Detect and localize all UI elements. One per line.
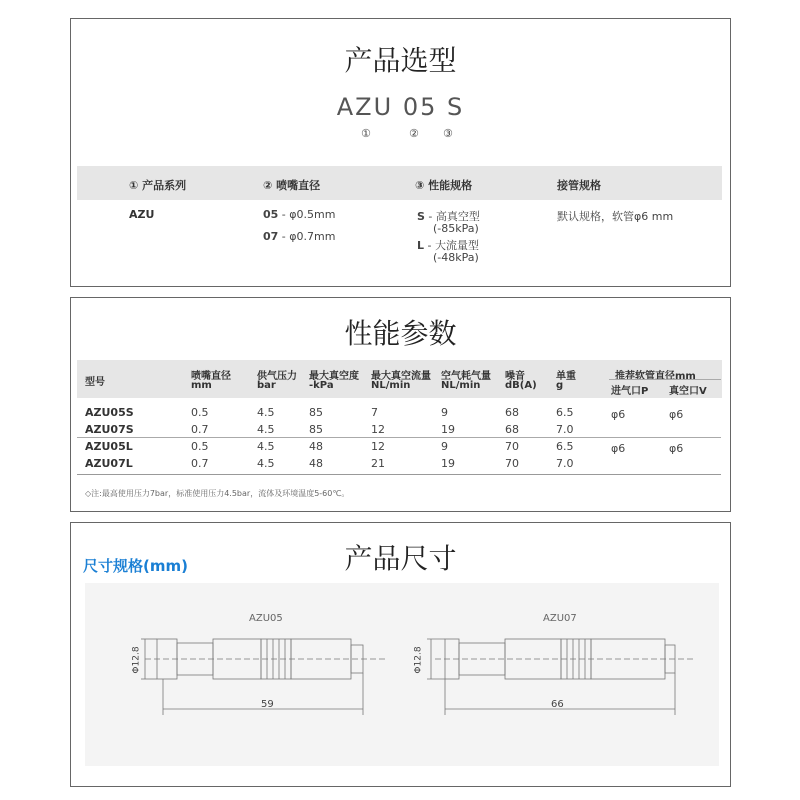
- desc: - 大流量型: [424, 239, 479, 252]
- column-unit: dB(A): [505, 380, 537, 391]
- selection-panel: [70, 18, 731, 287]
- table-cell: AZU07S: [85, 423, 134, 436]
- column-header: 推荐软管直径mm: [615, 371, 696, 382]
- table-cell: 70: [505, 457, 519, 470]
- table-cell: 70: [505, 440, 519, 453]
- table-cell: 4.5: [257, 457, 275, 470]
- column-unit: -kPa: [309, 380, 334, 391]
- fitting-drawing: [427, 639, 695, 715]
- dimensions-panel: [70, 522, 731, 787]
- length-label: 66: [551, 699, 564, 710]
- header: ① 产品系列: [129, 179, 187, 192]
- column-header: 最大真空度: [309, 371, 359, 382]
- section-title: 产品选型: [344, 44, 457, 77]
- desc: (-85kPa): [433, 222, 479, 235]
- table-cell: AZU07L: [85, 457, 133, 470]
- marker: ①: [361, 127, 371, 140]
- table-cell: 68: [505, 406, 519, 419]
- column-header: 喷嘴直径: [191, 371, 231, 382]
- code: S: [417, 210, 425, 223]
- table-cell: AZU05L: [85, 440, 133, 453]
- dia-label: Φ12.8: [131, 646, 142, 674]
- table-cell: 0.7: [191, 423, 209, 436]
- note: ◇注:最高使用压力7bar，标准使用压力4.5bar，流体及环境温度5-60℃。: [85, 489, 350, 498]
- column-header: 型号: [85, 377, 105, 388]
- table-cell: 0.5: [191, 440, 209, 453]
- tube-cell: φ6: [669, 408, 684, 421]
- column-header: 噪音: [505, 371, 525, 382]
- table-cell: 7.0: [556, 423, 574, 436]
- subtitle: 尺寸规格(mm): [83, 557, 188, 575]
- series-value: AZU: [129, 208, 155, 221]
- column-header: 空气耗气量: [441, 371, 491, 382]
- column-header: 单重: [556, 371, 576, 382]
- desc: - φ0.5mm: [278, 208, 336, 221]
- header: 接管规格: [557, 179, 601, 192]
- tube-cell: φ6: [669, 442, 684, 455]
- table-cell: 0.5: [191, 406, 209, 419]
- table-cell: 9: [441, 406, 448, 419]
- table-cell: 9: [441, 440, 448, 453]
- dia-label: Φ12.8: [413, 646, 424, 674]
- desc: (-48kPa): [433, 251, 479, 264]
- column-unit: NL/min: [441, 380, 481, 391]
- column-unit: NL/min: [371, 380, 411, 391]
- drawing-label: AZU07: [543, 613, 577, 624]
- desc: - 高真空型: [424, 210, 480, 223]
- table-cell: 4.5: [257, 406, 275, 419]
- table-cell: 6.5: [556, 440, 574, 453]
- code: L: [417, 239, 425, 252]
- table-cell: 7: [371, 406, 378, 419]
- marker: ③: [443, 127, 453, 140]
- table-cell: 85: [309, 406, 323, 419]
- column-unit: 真空口V: [669, 386, 707, 397]
- section-title: 产品尺寸: [344, 542, 457, 575]
- column-unit: mm: [191, 380, 212, 391]
- column-unit: g: [556, 380, 564, 391]
- column-unit: 进气口P: [611, 386, 649, 397]
- table-cell: 48: [309, 440, 323, 453]
- table-cell: AZU05S: [85, 406, 134, 419]
- table-cell: 19: [441, 423, 455, 436]
- length-label: 59: [261, 699, 274, 710]
- model-code: AZU 05 S: [336, 93, 465, 121]
- table-header: [77, 166, 722, 200]
- table-cell: 6.5: [556, 406, 574, 419]
- tube-cell: φ6: [611, 408, 626, 421]
- fitting-drawing: [141, 639, 385, 715]
- fitting-drawings: [85, 583, 719, 766]
- table-cell: 7.0: [556, 457, 574, 470]
- code: 05: [263, 208, 279, 221]
- table-cell: 4.5: [257, 423, 275, 436]
- tube-cell: φ6: [611, 442, 626, 455]
- marker: ②: [409, 127, 419, 140]
- tube-value: 默认规格，软管φ6 mm: [557, 210, 674, 223]
- performance-panel: [70, 297, 731, 512]
- table-cell: 0.7: [191, 457, 209, 470]
- section-title: 性能参数: [344, 317, 457, 350]
- column-unit: bar: [257, 380, 276, 391]
- column-header: 最大真空流量: [371, 371, 431, 382]
- drawing-area: [85, 583, 719, 766]
- column-header: 供气压力: [257, 371, 297, 382]
- desc: - φ0.7mm: [278, 230, 336, 243]
- header: ③ 性能规格: [415, 179, 473, 192]
- table-cell: 19: [441, 457, 455, 470]
- table-cell: 68: [505, 423, 519, 436]
- header: ② 喷嘴直径: [263, 179, 321, 192]
- table-cell: 12: [371, 423, 385, 436]
- table-cell: 4.5: [257, 440, 275, 453]
- code: 07: [263, 230, 279, 243]
- table-cell: 85: [309, 423, 323, 436]
- drawing-label: AZU05: [249, 613, 283, 624]
- table-cell: 21: [371, 457, 385, 470]
- table-cell: 48: [309, 457, 323, 470]
- table-cell: 12: [371, 440, 385, 453]
